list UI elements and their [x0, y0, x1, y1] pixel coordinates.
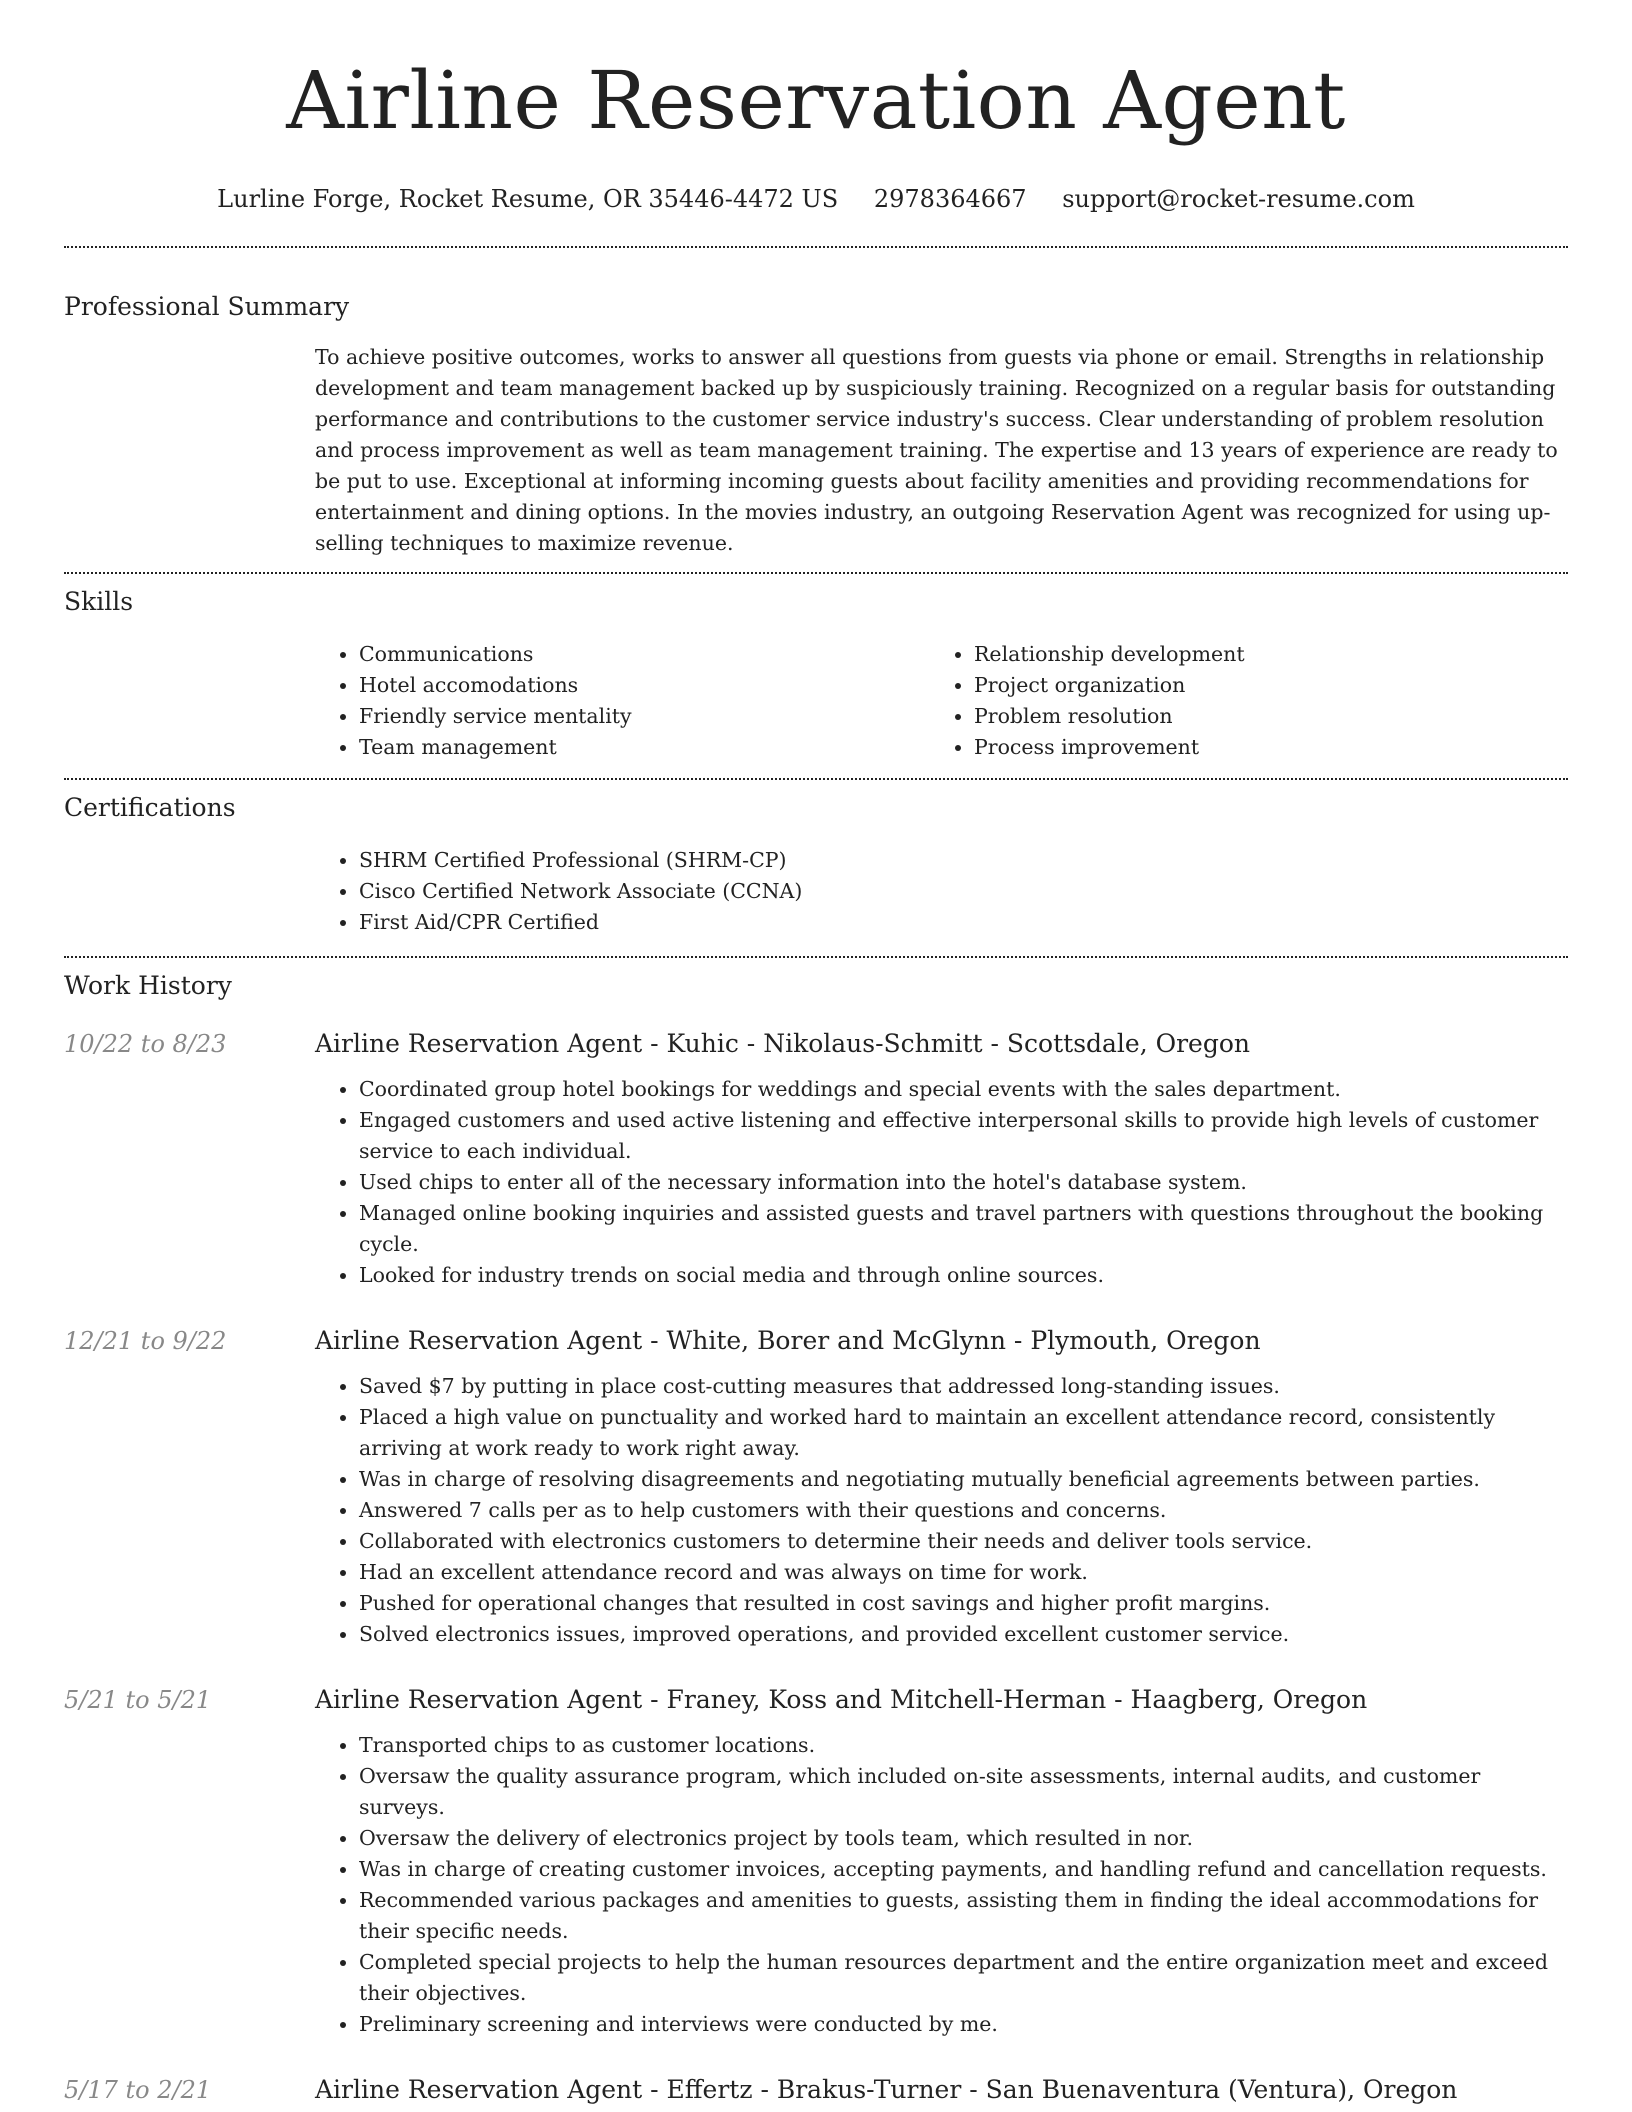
section-divider: [64, 956, 1568, 958]
job-dates: 5/17 to 2/21: [64, 2076, 212, 2104]
certification-item: • First Aid/CPR Certified: [359, 907, 1568, 938]
job-bullet: • Looked for industry trends on social media and through online sources.: [359, 1260, 1568, 1291]
job-entry: [64, 1326, 1568, 1650]
skill-item: • Hotel accomodations: [359, 670, 930, 701]
job-bullet: • Answered 7 calls per as to help customers with their questions and concerns.: [359, 1495, 1568, 1526]
contact-email: support@rocket-resume.com: [1062, 185, 1415, 213]
skill-item: • Team management: [359, 732, 930, 763]
job-bullet: • Transported chips to as customer locations.: [359, 1730, 1568, 1761]
skills-list-left: [315, 639, 930, 763]
skills-list-right: [930, 639, 1545, 763]
job-bullets: [315, 1730, 1568, 2040]
summary-text: To achieve positive outcomes, works to answer all questions from guests via phone or email. Strengths in relationship development and team management backed up by suspiciously training. Recognized on a regular basis for outstanding performance and contributions to the customer service industry's success. Clear understanding of problem resolution and process improvement as well as team management training. The expertise and 13 years of experience are ready to be put to use. Exceptional at informing incoming guests about facility amenities and providing recommendations for entertainment and dining options. In the movies industry, an outgoing Reservation Agent was recognized for using up-selling techniques to maximize revenue.: [315, 345, 1558, 555]
skill-item: • Project organization: [974, 670, 1545, 701]
resume-title: Airline Reservation Agent: [286, 54, 1346, 147]
job-title: Airline Reservation Agent - Effertz - Brakus-Turner - San Buenaventura (Ventura), Oregon: [315, 2075, 1458, 2104]
job-bullet: • Had an excellent attendance record and was always on time for work.: [359, 1557, 1568, 1588]
job-bullet: • Oversaw the delivery of electronics project by tools team, which resulted in nor.: [359, 1823, 1568, 1854]
job-bullet: • Oversaw the quality assurance program, which included on-site assessments, internal audits, and customer surveys.: [359, 1761, 1568, 1823]
skill-item: • Problem resolution: [974, 701, 1545, 732]
summary-section: [64, 292, 1568, 559]
job-entry: [64, 1029, 1568, 1291]
resume-page: [64, 0, 1568, 2105]
job-bullet: • Placed a high value on punctuality and worked hard to maintain an excellent attendance record, consistently arriving at work ready to work right away.: [359, 1402, 1568, 1464]
job-entry: [64, 2075, 1568, 2105]
work-history-section: [64, 971, 1568, 2105]
contact-line: [64, 184, 1568, 214]
skill-item: • Communications: [359, 639, 930, 670]
certification-item: • Cisco Certified Network Associate (CCNA): [359, 876, 1568, 907]
contact-address: Lurline Forge, Rocket Resume, OR 35446-4472 US: [217, 185, 839, 213]
job-header: [64, 1326, 1568, 1356]
certifications-heading: Certifications: [64, 793, 236, 822]
job-title: Airline Reservation Agent - Franey, Koss and Mitchell-Herman - Haagberg, Oregon: [315, 1685, 1368, 1714]
section-divider: [64, 778, 1568, 780]
skills-section: [64, 587, 1568, 763]
summary-body: [315, 342, 1568, 559]
skill-item: • Friendly service mentality: [359, 701, 930, 732]
job-dates: 5/21 to 5/21: [64, 1686, 212, 1714]
certifications-list: [315, 845, 1568, 938]
job-title: Airline Reservation Agent - White, Borer and McGlynn - Plymouth, Oregon: [315, 1326, 1261, 1355]
job-bullet: • Was in charge of creating customer invoices, accepting payments, and handling refund and cancellation requests.: [359, 1854, 1568, 1885]
section-divider: [64, 572, 1568, 574]
certifications-section: [64, 793, 1568, 938]
job-bullet: • Completed special projects to help the human resources department and the entire organization meet and exceed their objectives.: [359, 1947, 1568, 2009]
job-bullet: • Engaged customers and used active listening and effective interpersonal skills to provide high levels of customer service to each individual.: [359, 1105, 1568, 1167]
job-bullet: • Preliminary screening and interviews were conducted by me.: [359, 2009, 1568, 2040]
job-entry: [64, 1685, 1568, 2040]
job-bullet: • Was in charge of resolving disagreements and negotiating mutually beneficial agreements between parties.: [359, 1464, 1568, 1495]
job-header: [64, 2075, 1568, 2105]
skills-heading: Skills: [64, 587, 134, 616]
job-dates: 10/22 to 8/23: [64, 1030, 227, 1058]
job-bullet: • Collaborated with electronics customers to determine their needs and deliver tools service.: [359, 1526, 1568, 1557]
job-bullet: • Solved electronics issues, improved operations, and provided excellent customer service.: [359, 1619, 1568, 1650]
job-bullet: • Saved $7 by putting in place cost-cutting measures that addressed long-standing issues.: [359, 1371, 1568, 1402]
job-bullet: • Pushed for operational changes that resulted in cost savings and higher profit margins.: [359, 1588, 1568, 1619]
job-bullet: • Recommended various packages and amenities to guests, assisting them in finding the ideal accommodations for their specific needs.: [359, 1885, 1568, 1947]
job-bullet: • Coordinated group hotel bookings for weddings and special events with the sales department.: [359, 1074, 1568, 1105]
skill-item: • Process improvement: [974, 732, 1545, 763]
work-history-heading: Work History: [64, 971, 232, 1000]
skill-item: • Relationship development: [974, 639, 1545, 670]
job-dates: 12/21 to 9/22: [64, 1327, 227, 1355]
section-divider: [64, 246, 1568, 248]
job-bullets: [315, 1074, 1568, 1291]
certifications-body: [315, 845, 1568, 938]
contact-phone: 2978364667: [873, 185, 1027, 213]
job-bullet: • Used chips to enter all of the necessary information into the hotel's database system.: [359, 1167, 1568, 1198]
summary-heading: Professional Summary: [64, 292, 350, 321]
certification-item: • SHRM Certified Professional (SHRM-CP): [359, 845, 1568, 876]
job-header: [64, 1029, 1568, 1059]
job-bullets: [315, 1371, 1568, 1650]
job-title: Airline Reservation Agent - Kuhic - Nikolaus-Schmitt - Scottsdale, Oregon: [315, 1029, 1251, 1058]
job-header: [64, 1685, 1568, 1715]
job-bullet: • Managed online booking inquiries and assisted guests and travel partners with questions throughout the booking cycle.: [359, 1198, 1568, 1260]
skills-grid: [315, 639, 1568, 763]
